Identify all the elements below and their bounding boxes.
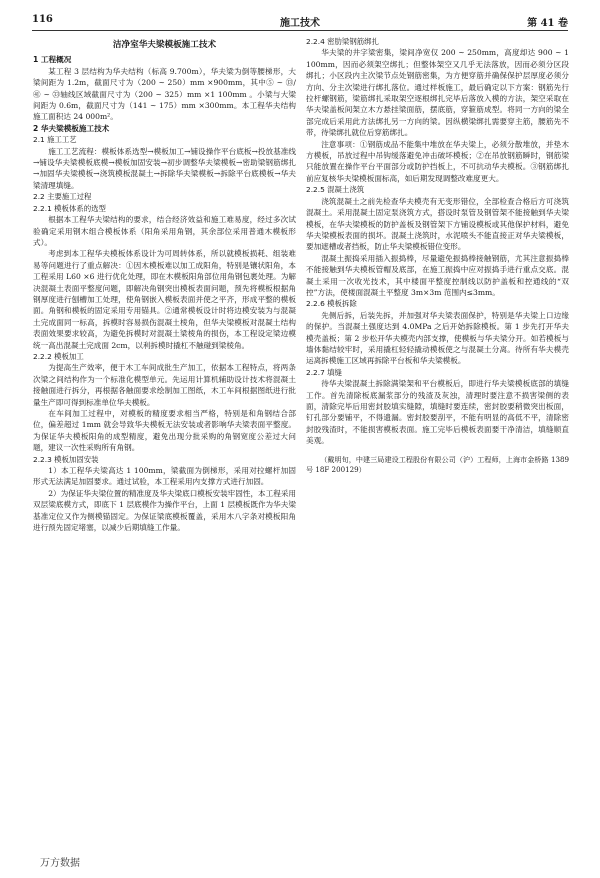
- section-2-2-5-heading: 2.2.5 混凝土浇筑: [306, 185, 365, 195]
- paragraph: 先侧后拆，后装先拆，并加强对华夫梁表面保护，特别是华夫梁上口边缘的保护。当混凝土强度达到 4.0MPa 之后开始拆除模板。第 1 步先打开华夫模壳盖板；第 2 步松开华夫模壳内部支撑，使模板与华夫梁分开。如若模板与墙体黏结较牢时，采用撬杠轻轻撬动模板使之与混凝土分离。待所有华夫模壳运离拆模施工区域再拆除平台板和华夫梁模板。: [306, 310, 569, 366]
- page-number: 116: [32, 14, 53, 25]
- header-rule: [32, 30, 568, 31]
- paragraph: 某工程 3 层结构为华夫结构（标高 9.700m），华夫梁为倒等腰梯形，大梁间距为 1.2m，截面尺寸为（200 ~ 250）mm ×900mm，其中⑤ ~ ⑬/㊶ ~ ㉝轴线区域截面尺寸为（200 ~ 325）mm ×1 100mm 。小梁与大梁间距为 0.6m，截面尺寸为（141 ~ 175）mm ×300mm。本工程华夫结构施工面积达 24 000m²。: [33, 66, 296, 122]
- paragraph: 华夫梁的井字梁密集，梁间净宽仅 200 ~ 250mm，高度却达 900 ~ 1 100mm，因而必须架空绑扎；但整体架空又几乎无法落放，因而必须分区段绑扎；小区段内主次梁节点处钢筋密集，为方便穿筋并确保保护层厚度必须分方向、分主次梁进行绑扎落位。通过样板施工，最后确定以下方案：钢筋先行拉杆螺钢筋，梁筋绑扎采取架空逐根绑扎完毕后落放入模的方法，架空采取在华夫梁盖板间架立木方悬挂梁面筋，摆底筋，穿箍筋成型。将同一方向的梁全部完成后采用此方法绑扎另一方向的梁。因纵横梁绑扎需要穿主筋，腰筋先不带，待梁绑扎就位后穿筋绑扎。: [306, 48, 569, 138]
- paragraph: 待华夫梁混凝土拆除满梁架和平台模板后，即进行华夫梁模板底部的填缝工作。首先清除板底漏浆部分的残渣及灰浊，清理时要注意不损害梁侧的表面，清除完毕后用密封胶填实缝隙，填缝时要连续，密封胶要稍微突出板面，钉孔部分要铺平，不得遗漏。密封胶要刮平，不能有明显的高低不平，清除密封胶残渣时，不能损害模板表面。施工完毕后模板表面要干净清洁，填缝顺直美观。: [306, 379, 569, 446]
- journal-name: 施工技术: [280, 18, 320, 29]
- section-2-2-2-heading: 2.2.2 模板加工: [33, 351, 84, 361]
- paragraph: 为提高生产效率，便于木工车间成批生产加工，依据本工程特点，将两条次梁之间结构作为一个标准化模型单元。先运用计算机辅助设计技术将混凝土接触面进行拆分，再根据各触面要求绘制加工图纸，木工车间根据图纸进行批量生产即可得到标准单位华夫模板。: [33, 363, 296, 407]
- section-2-2-4-heading: 2.2.4 密肋梁钢筋绑扎: [306, 37, 379, 46]
- paragraph: 2）为保证华夫梁位置的精准度及华夫梁底口模板安装牢固性，本工程采用双层梁底模方式，即底下 1 层底模作为操作平台，上面 1 层模板既作为华夫梁基准定位又作为侧模锚固定。为保证梁底模板覆盖，采用木八字条对模板阳角进行预先固定堵塞，以减少后期填缝工作量。: [33, 488, 297, 533]
- paragraph: 1）本工程华夫梁高达 1 100mm，梁截面为倒梯形，采用对拉螺杆加固形式无法满足加固要求。通过试验，本工程采用内支撑方式进行加固。: [33, 466, 296, 487]
- section-2-2-3-heading: 2.2.3 模板加固安装: [33, 454, 99, 464]
- page-header: [32, 14, 568, 30]
- paragraph: 根据本工程华夫梁结构的要求，结合经济效益和施工难易度，经过多次试验确定采用钢木组合模板体系（阳角采用角钢，其余部位采用普通木模板形式）。: [33, 215, 296, 247]
- watermark-text: 万方数据: [40, 858, 80, 869]
- section-2-2-7-heading: 2.2.7 填缝: [306, 367, 342, 377]
- right-column: [306, 36, 569, 476]
- section-2-2-1-heading: 2.2.1 模板体系的选型: [33, 203, 106, 213]
- section-1-heading: 1 工程概况: [33, 55, 72, 65]
- section-2-1-heading: 2.1 施工工艺: [33, 135, 77, 145]
- paragraph: 注意事项：①钢筋成品不能集中堆放在华夫梁上，必须分散堆放，并垫木方模板，吊放过程中吊钩缓落避免冲击破坏模板；②在吊放钢筋瞬时，钢筋梁只能放置在操作平台平面部分或防护挡板上，不可抗动华夫模板。③钢筋绑扎前应复核华夫梁模板面标高，如后期发现调整改难度更大。: [306, 139, 569, 183]
- volume-label: 第 41 卷: [527, 18, 568, 29]
- paragraph: 浇筑混凝土之前先检查华夫模壳有无变形错位，全部检查合格后方可浇筑混凝土。采用混凝土固定泵浇筑方式，搭设时泵管及钢管架不能接触到华夫梁模板，在华夫梁模板的防护盖板及钢管架下方铺设模板或其他保护材料，避免华夫梁模板表面的损坏。混凝土浇筑时，水泥喷头不能直接正对华夫梁模板，要加遮槽或者挡板，防止华夫梁模板错位变形。: [306, 196, 569, 252]
- section-2-heading: 2 华夫梁模板施工技术: [33, 123, 110, 133]
- paragraph: 施工工艺流程：模板体系选型→模板加工→铺设操作平台底板→投放基准线→铺设华夫梁模板底模→模板加固安装→初步调整华夫梁模板→密助梁钢筋绑扎→加固华夫梁模板→浇筑模板混凝土→拆除华夫梁模板→拆除平台底模板→华夫梁清理填缝。: [33, 146, 296, 190]
- section-2-2-6-heading: 2.2.6 模板拆除: [306, 299, 357, 309]
- section-2-2-heading: 2.2 主要施工过程: [33, 192, 92, 202]
- paragraph: 在车间加工过程中，对模板的精度要求相当严格，特别是和角钢结合部位，偏差超过 1mm 就会导致华夫模板无法安装或者影响华夫梁表面平整度。为保证华夫模板阳角的成型精度，避免出现分批采购的角钢宽度公差过大问题，建议一次性采购所有角钢。: [33, 409, 296, 453]
- author-info: （戴明旬，中建三局建设工程股份有限公司（沪）工程师，上海市金桥路 1389 号 18F 200129）: [306, 454, 569, 475]
- article-title: 洁净室华夫梁模板施工技术: [112, 40, 217, 50]
- paragraph: 混凝土振捣采用插入振捣棒，尽量避免振捣棒接触钢筋，尤其注意振捣棒不能接触到华夫模板管帽及底部，在施工振捣中应对振捣手进行重点交底。混凝土采用一次收光技术，其中楼面平整度控制线以防护盖板和控通线的“双控”方法，使楼面混凝土平整度 3m×3m 范围内≤3mm。: [306, 253, 569, 297]
- left-column: [33, 36, 296, 533]
- paragraph: 考虑到本工程华夫模板体系设计为可周转体系，所以就模板损耗、组装难易等问题进行了重点解决：①因木模板难以加工成阳角，特别是镶状阳角，本工程采用 L60 ×6 进行优化处理，即在木模板阳角部位用角钢包裹处理。为解决混凝土表面平整度问题，即解决角钢突出模板表面问题，预先将模板根据角钢厚度进行刨槽加工处理，使角钢嵌入模板表面并使之平齐，形成平整的模板面。角钢和模板的固定采用专用锚具。②通常模板设计时将边模安装为与混凝土完成面同一标高，拆模时容易损伤混凝土棱角，但华夫梁模板对混凝土结构表面效果要求较高，为避免拆模时对混凝土梁棱角的损伤，本工程设定梁边模统一高出混凝土完成面 2cm，以利拆模时撬杠不触碰到梁棱角。: [33, 249, 296, 350]
